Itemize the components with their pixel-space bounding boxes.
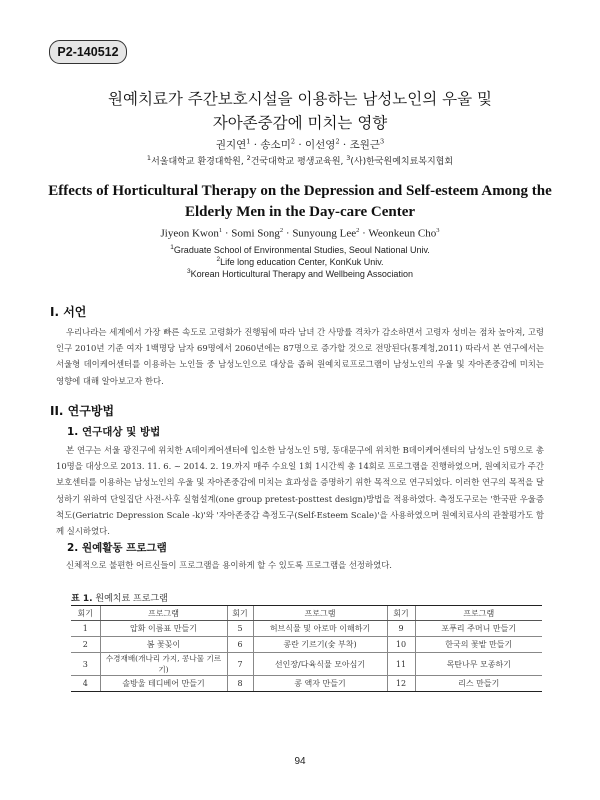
table-cell: 12 bbox=[387, 676, 415, 692]
author: Sunyoung Lee bbox=[292, 227, 357, 240]
author: 송소미 bbox=[260, 139, 291, 151]
korean-affiliations: $^1$서울대학교 환경대학원, $^2$건국대학교 평생교육원, $^3$(사)한국원예치료복지협회 bbox=[146, 154, 454, 167]
author: 이선영 bbox=[305, 139, 336, 151]
section-heading-introduction: I. 서언 bbox=[50, 305, 87, 319]
table-cell: 4 bbox=[71, 676, 100, 692]
table-cell: 1 bbox=[71, 621, 100, 637]
section-heading-methods: II. 연구방법 bbox=[50, 404, 115, 418]
header-program: 프로그램 bbox=[415, 606, 542, 621]
table-cell: 8 bbox=[227, 676, 253, 692]
table-cell: 목탄나무 모종하기 bbox=[415, 653, 542, 676]
table-cell: 솔방울 테디베어 만들기 bbox=[100, 676, 227, 692]
english-authors: Jiyeon Kwon$^1$ · Somi Song$^2$ · Sunyoung Lee$^2$ · Weonkeun Cho$^3$ bbox=[160, 227, 440, 240]
english-affiliation-2: $^2$Life long education Center, KonKuk Univ. bbox=[216, 256, 384, 267]
table-header-row bbox=[71, 606, 542, 621]
table-cell: 6 bbox=[227, 637, 253, 653]
english-title-line-2: Elderly Men in the Day-care Center bbox=[184, 204, 416, 220]
page-number: 94 bbox=[294, 756, 306, 767]
table-row bbox=[71, 637, 542, 653]
table-row bbox=[71, 621, 542, 637]
header-program: 프로그램 bbox=[100, 606, 227, 621]
table-row bbox=[71, 676, 542, 692]
program-table bbox=[71, 605, 542, 692]
english-title-line-1: Effects of Horticultural Therapy on the Depression and Self-esteem Among the bbox=[48, 183, 552, 199]
table-cell: 3 bbox=[71, 653, 100, 676]
introduction-paragraph: 우리나라는 세계에서 가장 빠른 속도로 고령화가 진행됨에 따라 남녀 간 사망률 격차가 감소하면서 고령자 성비는 점차 높아져, 고령인구 2010년 기준 여자 1백명당 남자 69명에서 2060년에는 87명으로 증가할 것으로 전망된다(통계청,2011) 따라서 본 연구에서는 서울형 데이케어센터를 이용하는 노인들 중 남성노인으로 대상을 좁혀 원예치료프로그램이 남성노인의 우울 및 자아존중감에 미치는 영향에 대해 알아보고자 한다. bbox=[56, 327, 544, 386]
english-affiliation-1: $^1$Graduate School of Environmental Studies, Seoul National Univ. bbox=[170, 244, 430, 255]
table-cell: 허브식물 및 아로마 이해하기 bbox=[253, 621, 387, 637]
table-caption: 표 1. 원예치료 프로그램 bbox=[71, 594, 168, 604]
table-cell: 7 bbox=[227, 653, 253, 676]
table-cell: 수경재배(개나리 가지, 콩나물 기르기) bbox=[100, 653, 227, 676]
table-cell: 포푸리 주머니 만들기 bbox=[415, 621, 542, 637]
table-cell: 콩란 기르기(숯 부착) bbox=[253, 637, 387, 653]
header-session: 회기 bbox=[227, 606, 253, 621]
table-cell: 압화 이름표 만들기 bbox=[100, 621, 227, 637]
table-cell: 9 bbox=[387, 621, 415, 637]
table-cell: 리스 만들기 bbox=[415, 676, 542, 692]
table-cell: 11 bbox=[387, 653, 415, 676]
korean-title-line-2: 자아존중감에 미치는 영향 bbox=[212, 114, 388, 132]
table-cell: 10 bbox=[387, 637, 415, 653]
korean-title-line-1: 원예치료가 주간보호시설을 이용하는 남성노인의 우울 및 bbox=[108, 90, 492, 108]
author: 권지연 bbox=[215, 139, 247, 151]
table-cell: 봄 꽃꽂이 bbox=[100, 637, 227, 653]
table-row bbox=[71, 653, 542, 676]
program-paragraph: 신체적으로 불편한 어르신들이 프로그램을 용이하게 할 수 있도록 프로그램을 선정하였다. bbox=[66, 560, 392, 570]
author: Somi Song bbox=[231, 227, 280, 240]
paper-id-badge: P2-140512 bbox=[49, 40, 127, 64]
header-session: 회기 bbox=[71, 606, 100, 621]
table-cell: 선인장/다육식물 모아심기 bbox=[253, 653, 387, 676]
header-program: 프로그램 bbox=[253, 606, 387, 621]
author: Jiyeon Kwon bbox=[160, 227, 219, 240]
english-affiliation-3: $^3$Korean Horticultural Therapy and Wellbeing Association bbox=[187, 268, 413, 279]
table-cell: 한국의 꽃밭 만들기 bbox=[415, 637, 542, 653]
author: 조원근 bbox=[349, 139, 381, 151]
subjects-paragraph: 본 연구는 서울 광진구에 위치한 A데이케어센터에 입소한 남성노인 5명, 동대문구에 위치한 B데이케어센터의 남성노인 5명으로 총 10명을 대상으로 2013. 11. 6. ~ 2014. 2. 19.까지 매주 수요일 1회 1시간씩 총 14회로 프로그램을 진행하였으며, 원예치료가 주간보호센터를 이용하는 남성노인의 우울 및 자아존중감에 미치는 효과성을 증명하기 위한 목적으로 연구되었다. 이러한 연구의 목적을 달성하기 위하여 단일집단 사전-사후 실험설계(one group pretest-posttest design)방법을 적용하였다. 측정도구로는 '한국판 우울증 척도(Geriatric Depression Scale -k)'와 '자아존중감 측정도구(Self-Esteem Scale)'을 사용하였으며 원예치료사의 관찰평가도 함께 실시하였다. bbox=[56, 445, 544, 537]
subsection-heading-program: 2. 원예활동 프로그램 bbox=[67, 542, 167, 554]
table-cell: 5 bbox=[227, 621, 253, 637]
subsection-heading-subjects: 1. 연구대상 및 방법 bbox=[67, 426, 161, 438]
header-session: 회기 bbox=[387, 606, 415, 621]
table-cell: 콩 액자 만들기 bbox=[253, 676, 387, 692]
korean-authors: 권지연$^1$ · 송소미$^2$ · 이선영$^2$ · 조원근$^3$ bbox=[215, 137, 385, 151]
author: Weonkeun Cho bbox=[368, 227, 437, 240]
table-cell: 2 bbox=[71, 637, 100, 653]
